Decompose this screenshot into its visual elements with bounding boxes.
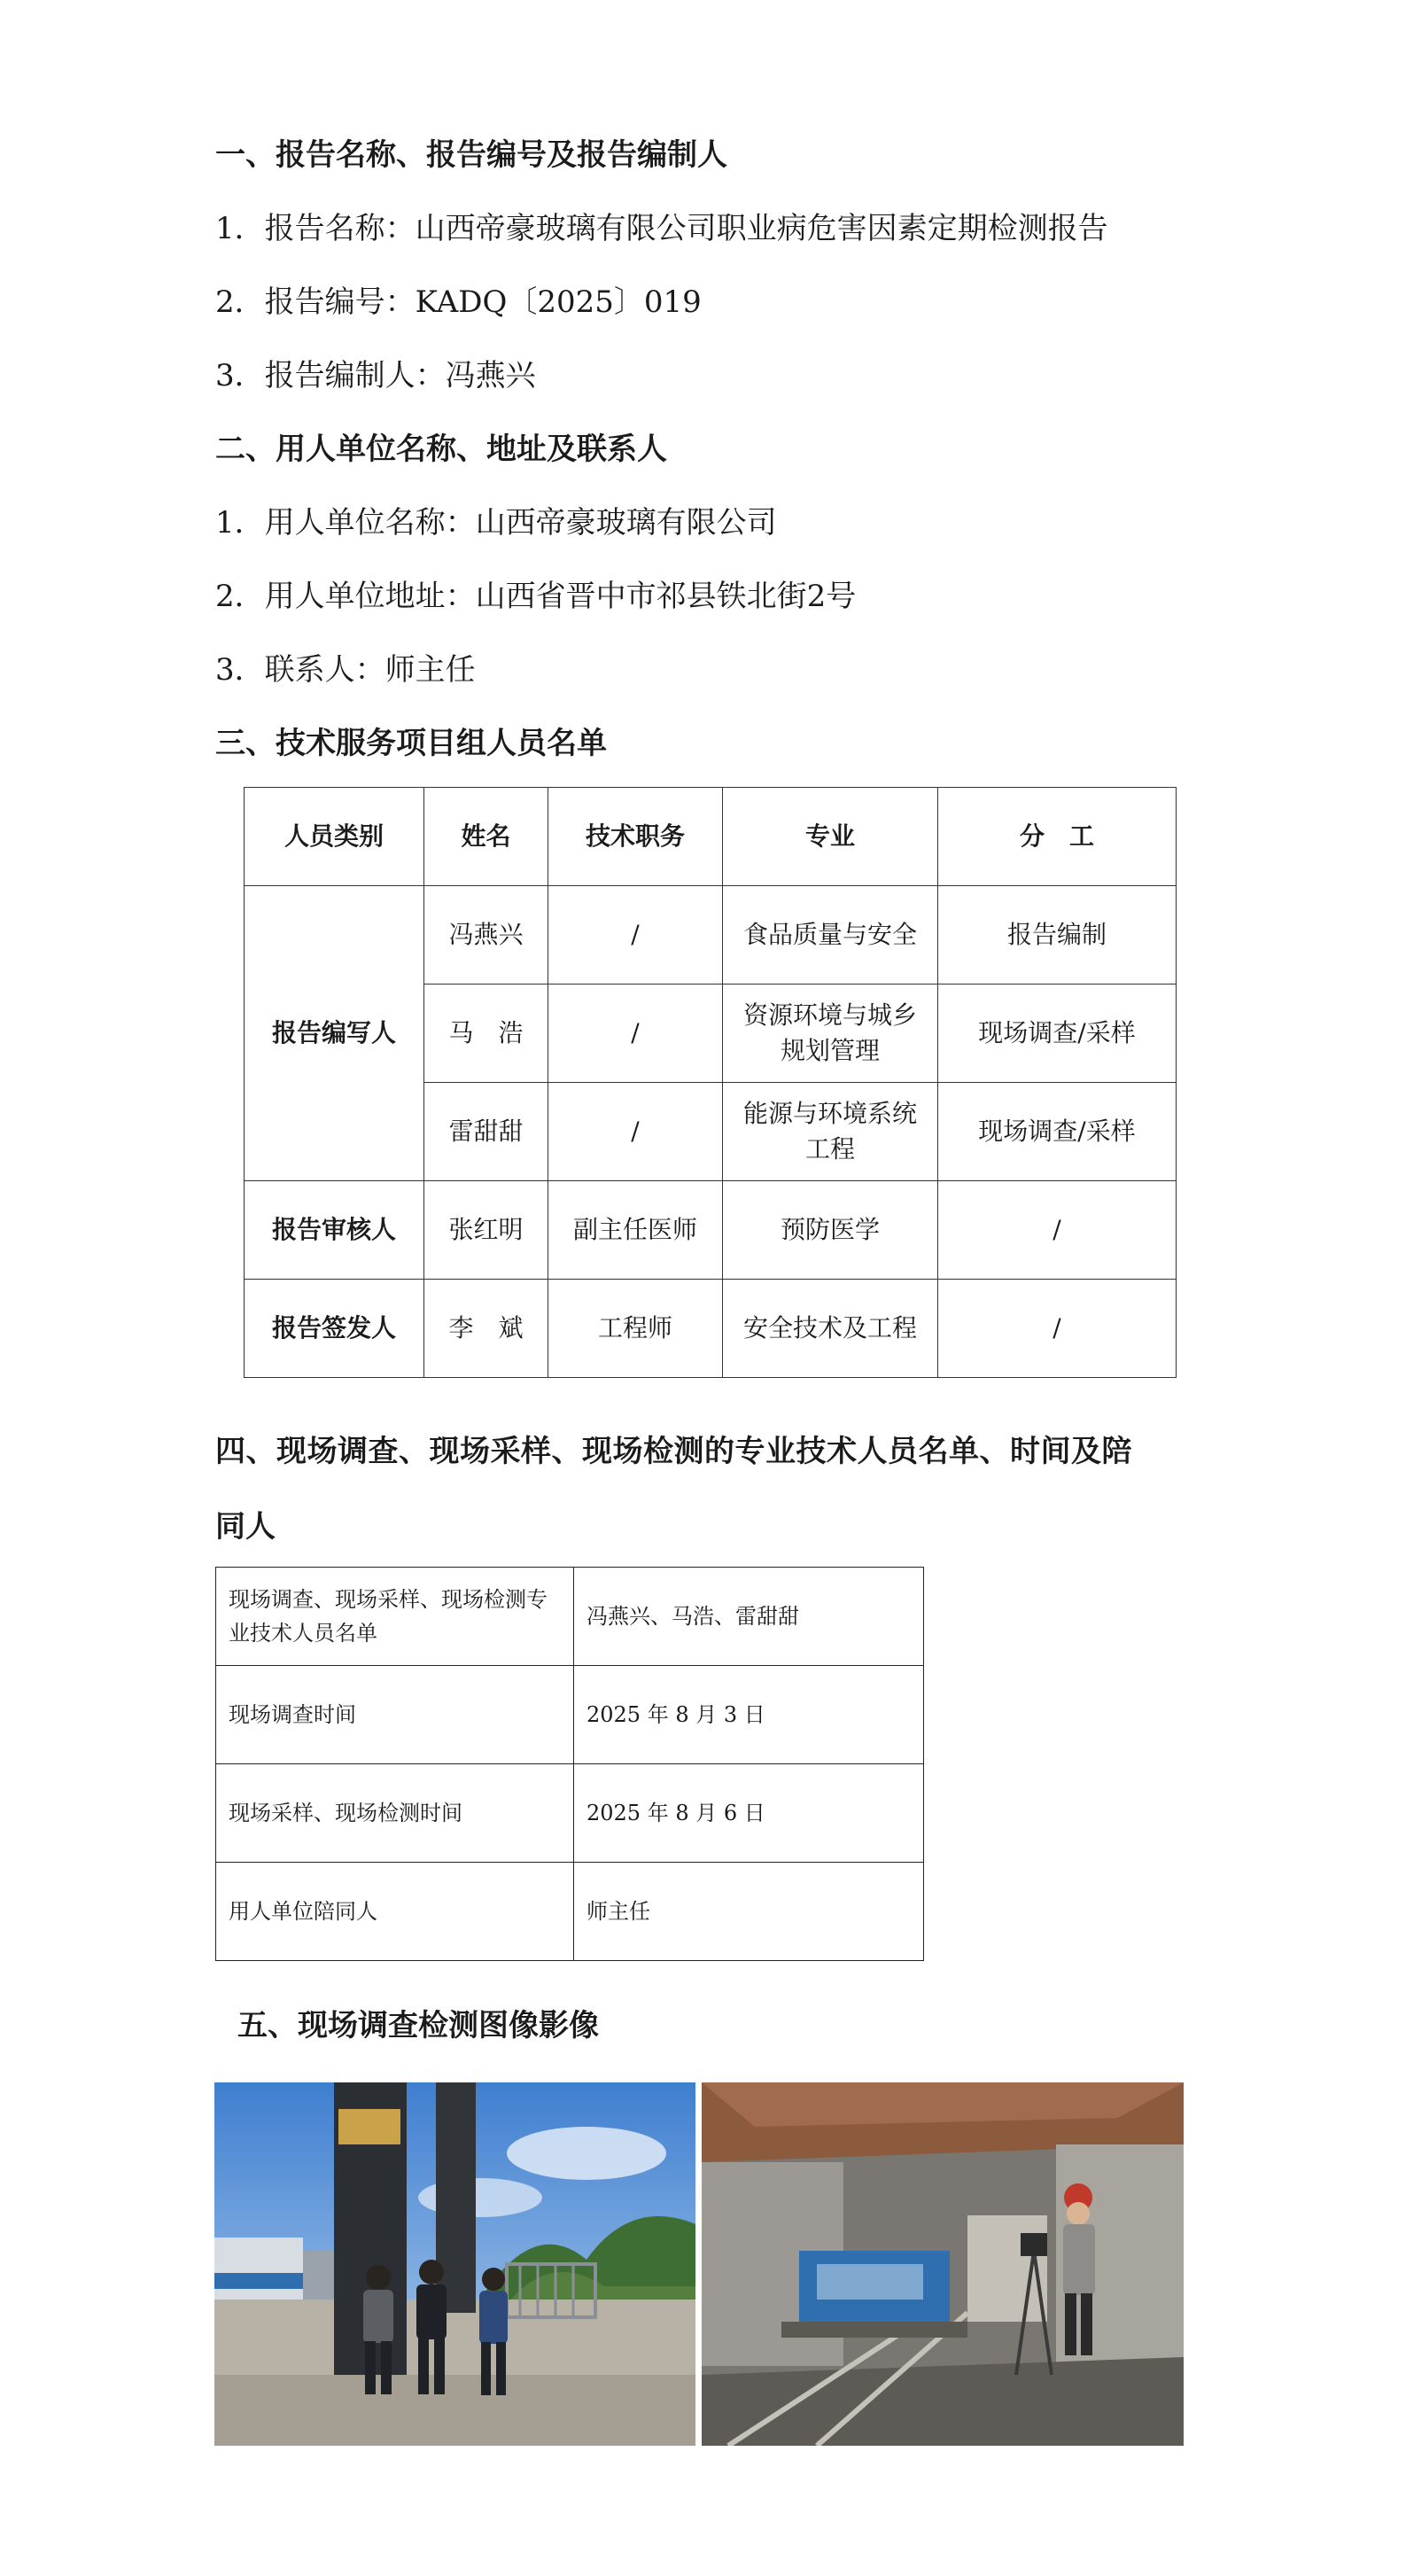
table-row — [216, 1764, 924, 1863]
report-number: 2．报告编号：KADQ〔2025〕019 — [215, 284, 702, 320]
table-row — [245, 886, 1177, 984]
header-name: 姓名 — [424, 788, 548, 886]
cell-title: 副主任医师 — [548, 1181, 723, 1280]
row-value: 2025 年 8 月 6 日 — [574, 1764, 924, 1863]
header-category: 人员类别 — [245, 788, 424, 886]
section2-heading: 二、用人单位名称、地址及联系人 — [215, 432, 667, 467]
header-major: 专业 — [723, 788, 938, 886]
cell-major: 资源环境与城乡规划管理 — [723, 984, 938, 1083]
row-value: 2025 年 8 月 3 日 — [574, 1666, 924, 1764]
table-row — [216, 1568, 924, 1666]
header-duty: 分 工 — [938, 788, 1177, 886]
category-reviewer: 报告审核人 — [245, 1181, 424, 1280]
report-author: 3．报告编制人：冯燕兴 — [215, 358, 536, 393]
cell-major: 能源与环境系统工程 — [723, 1083, 938, 1181]
section4-heading-cont: 同人 — [215, 1509, 276, 1545]
cell-name: 冯燕兴 — [424, 886, 548, 984]
employer-name: 1．用人单位名称：山西帝豪玻璃有限公司 — [215, 505, 777, 541]
table-row — [216, 1666, 924, 1764]
cell-name: 雷甜甜 — [424, 1083, 548, 1181]
section4-heading: 四、现场调查、现场采样、现场检测的专业技术人员名单、时间及陪 — [215, 1434, 1132, 1469]
section3-heading: 三、技术服务项目组人员名单 — [215, 726, 607, 761]
category-writer: 报告编写人 — [245, 886, 424, 1181]
report-name: 1．报告名称：山西帝豪玻璃有限公司职业病危害因素定期检测报告 — [215, 211, 1108, 246]
row-value: 冯燕兴、马浩、雷甜甜 — [574, 1568, 924, 1666]
cell-title: / — [548, 1083, 723, 1181]
cell-duty: / — [938, 1181, 1177, 1280]
cell-title: 工程师 — [548, 1280, 723, 1378]
team-table-header — [245, 788, 1177, 886]
cell-name: 张红明 — [424, 1181, 548, 1280]
header-title: 技术职务 — [548, 788, 723, 886]
cell-duty: 现场调查/采样 — [938, 984, 1177, 1083]
cell-name: 李 斌 — [424, 1280, 548, 1378]
site-photo-gate — [214, 2082, 695, 2446]
row-label: 现场调查时间 — [216, 1666, 574, 1764]
row-label: 现场采样、现场检测时间 — [216, 1764, 574, 1863]
cell-duty: 报告编制 — [938, 886, 1177, 984]
team-table — [244, 787, 1177, 1378]
row-value: 师主任 — [574, 1863, 924, 1961]
survey-table — [215, 1567, 924, 1961]
employer-address: 2．用人单位地址：山西省晋中市祁县铁北街2号 — [215, 579, 857, 614]
cell-title: / — [548, 984, 723, 1083]
cell-major: 食品质量与安全 — [723, 886, 938, 984]
category-issuer: 报告签发人 — [245, 1280, 424, 1378]
section1-heading: 一、报告名称、报告编号及报告编制人 — [215, 137, 727, 173]
cell-name: 马 浩 — [424, 984, 548, 1083]
cell-title: / — [548, 886, 723, 984]
row-label: 现场调查、现场采样、现场检测专业技术人员名单 — [216, 1568, 574, 1666]
table-row — [245, 1181, 1177, 1280]
table-row — [216, 1863, 924, 1961]
site-photo-workshop — [702, 2082, 1184, 2446]
cell-duty: / — [938, 1280, 1177, 1378]
row-label: 用人单位陪同人 — [216, 1863, 574, 1961]
contact-person: 3．联系人：师主任 — [215, 652, 476, 688]
table-row — [245, 1280, 1177, 1378]
section5-heading: 五、现场调查检测图像影像 — [237, 2008, 599, 2043]
cell-major: 安全技术及工程 — [723, 1280, 938, 1378]
cell-duty: 现场调查/采样 — [938, 1083, 1177, 1181]
cell-major: 预防医学 — [723, 1181, 938, 1280]
